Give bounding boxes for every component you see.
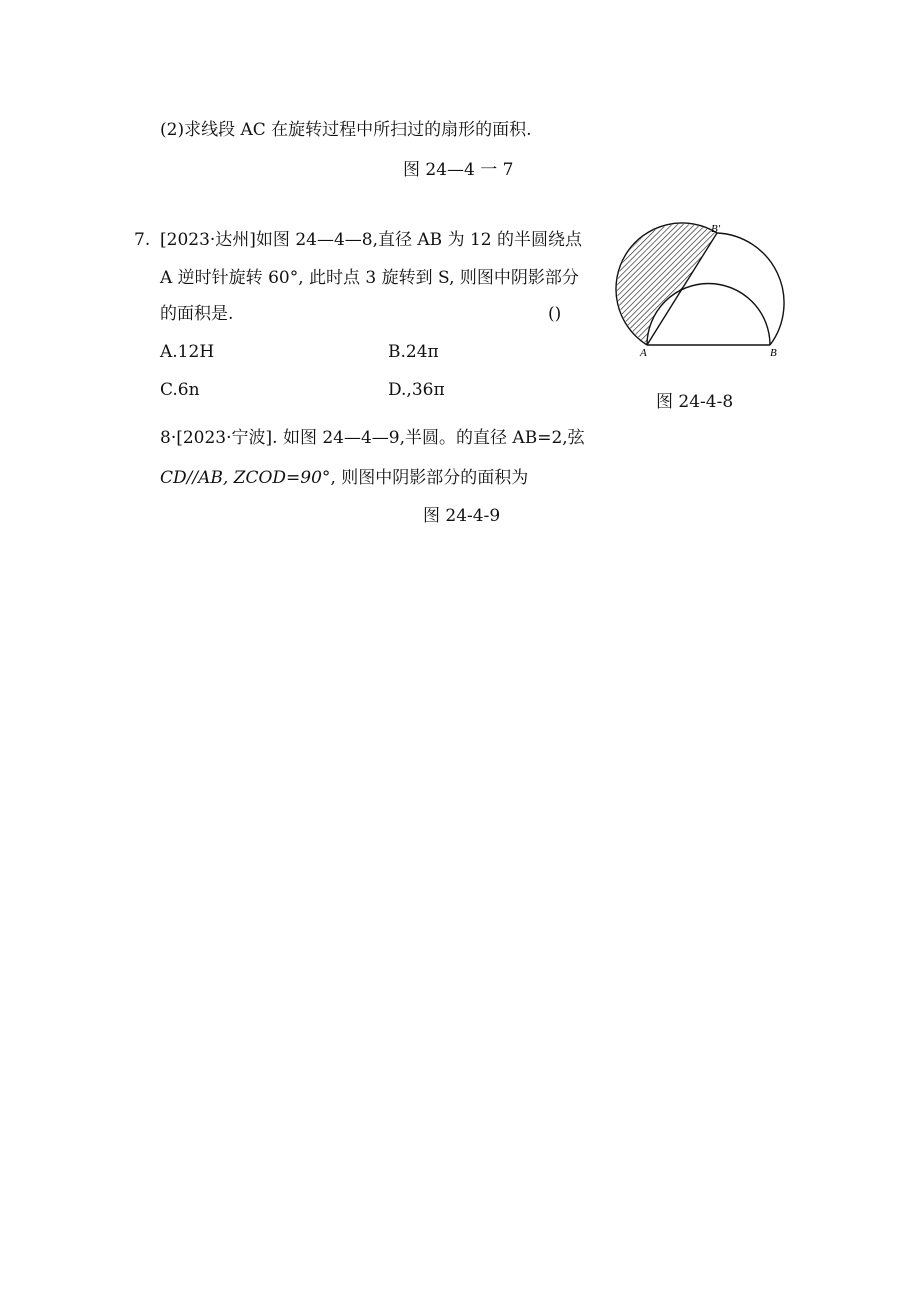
- q7-line1: [2023·达州]如图 24—4—8,直径 AB 为 12 的半圆绕点: [160, 230, 583, 250]
- figure-24-4-9-caption: 图 24-4-9: [423, 506, 501, 526]
- q7-option-d: D.,36π: [388, 380, 445, 400]
- q8-line2: [160, 466, 528, 490]
- figure-24-4-7-caption: 图 24—4 一 7: [403, 160, 514, 180]
- q6-part2-text: (2)求线段 AC 在旋转过程中所扫过的扇形的面积.: [160, 120, 532, 140]
- label-b-prime: B′: [711, 223, 721, 235]
- q7-option-c: C.6n: [160, 380, 200, 400]
- q8-line1: 8·[2023·宁波]. 如图 24—4—9,半圆。的直径 AB=2,弦: [160, 428, 585, 448]
- label-a: A: [640, 347, 647, 359]
- label-b: B: [770, 347, 777, 359]
- q7-line2: A 逆时针旋转 60°, 此时点 3 旋转到 S, 则图中阴影部分: [160, 268, 579, 288]
- q8-condition: CD//AB, ZCOD=90°: [160, 468, 331, 488]
- q7-option-b: B.24π: [388, 342, 439, 362]
- q7-line3: 的面积是.: [160, 304, 234, 324]
- q8-line2-rest: , 则图中阴影部分的面积为: [330, 468, 529, 488]
- q7-answer-blank: (): [548, 304, 562, 324]
- figure-24-4-8-caption: 图 24-4-8: [656, 392, 734, 412]
- q7-number: 7.: [134, 230, 151, 250]
- q7-option-a: A.12H: [160, 342, 215, 362]
- figure-24-4-8: [610, 218, 790, 363]
